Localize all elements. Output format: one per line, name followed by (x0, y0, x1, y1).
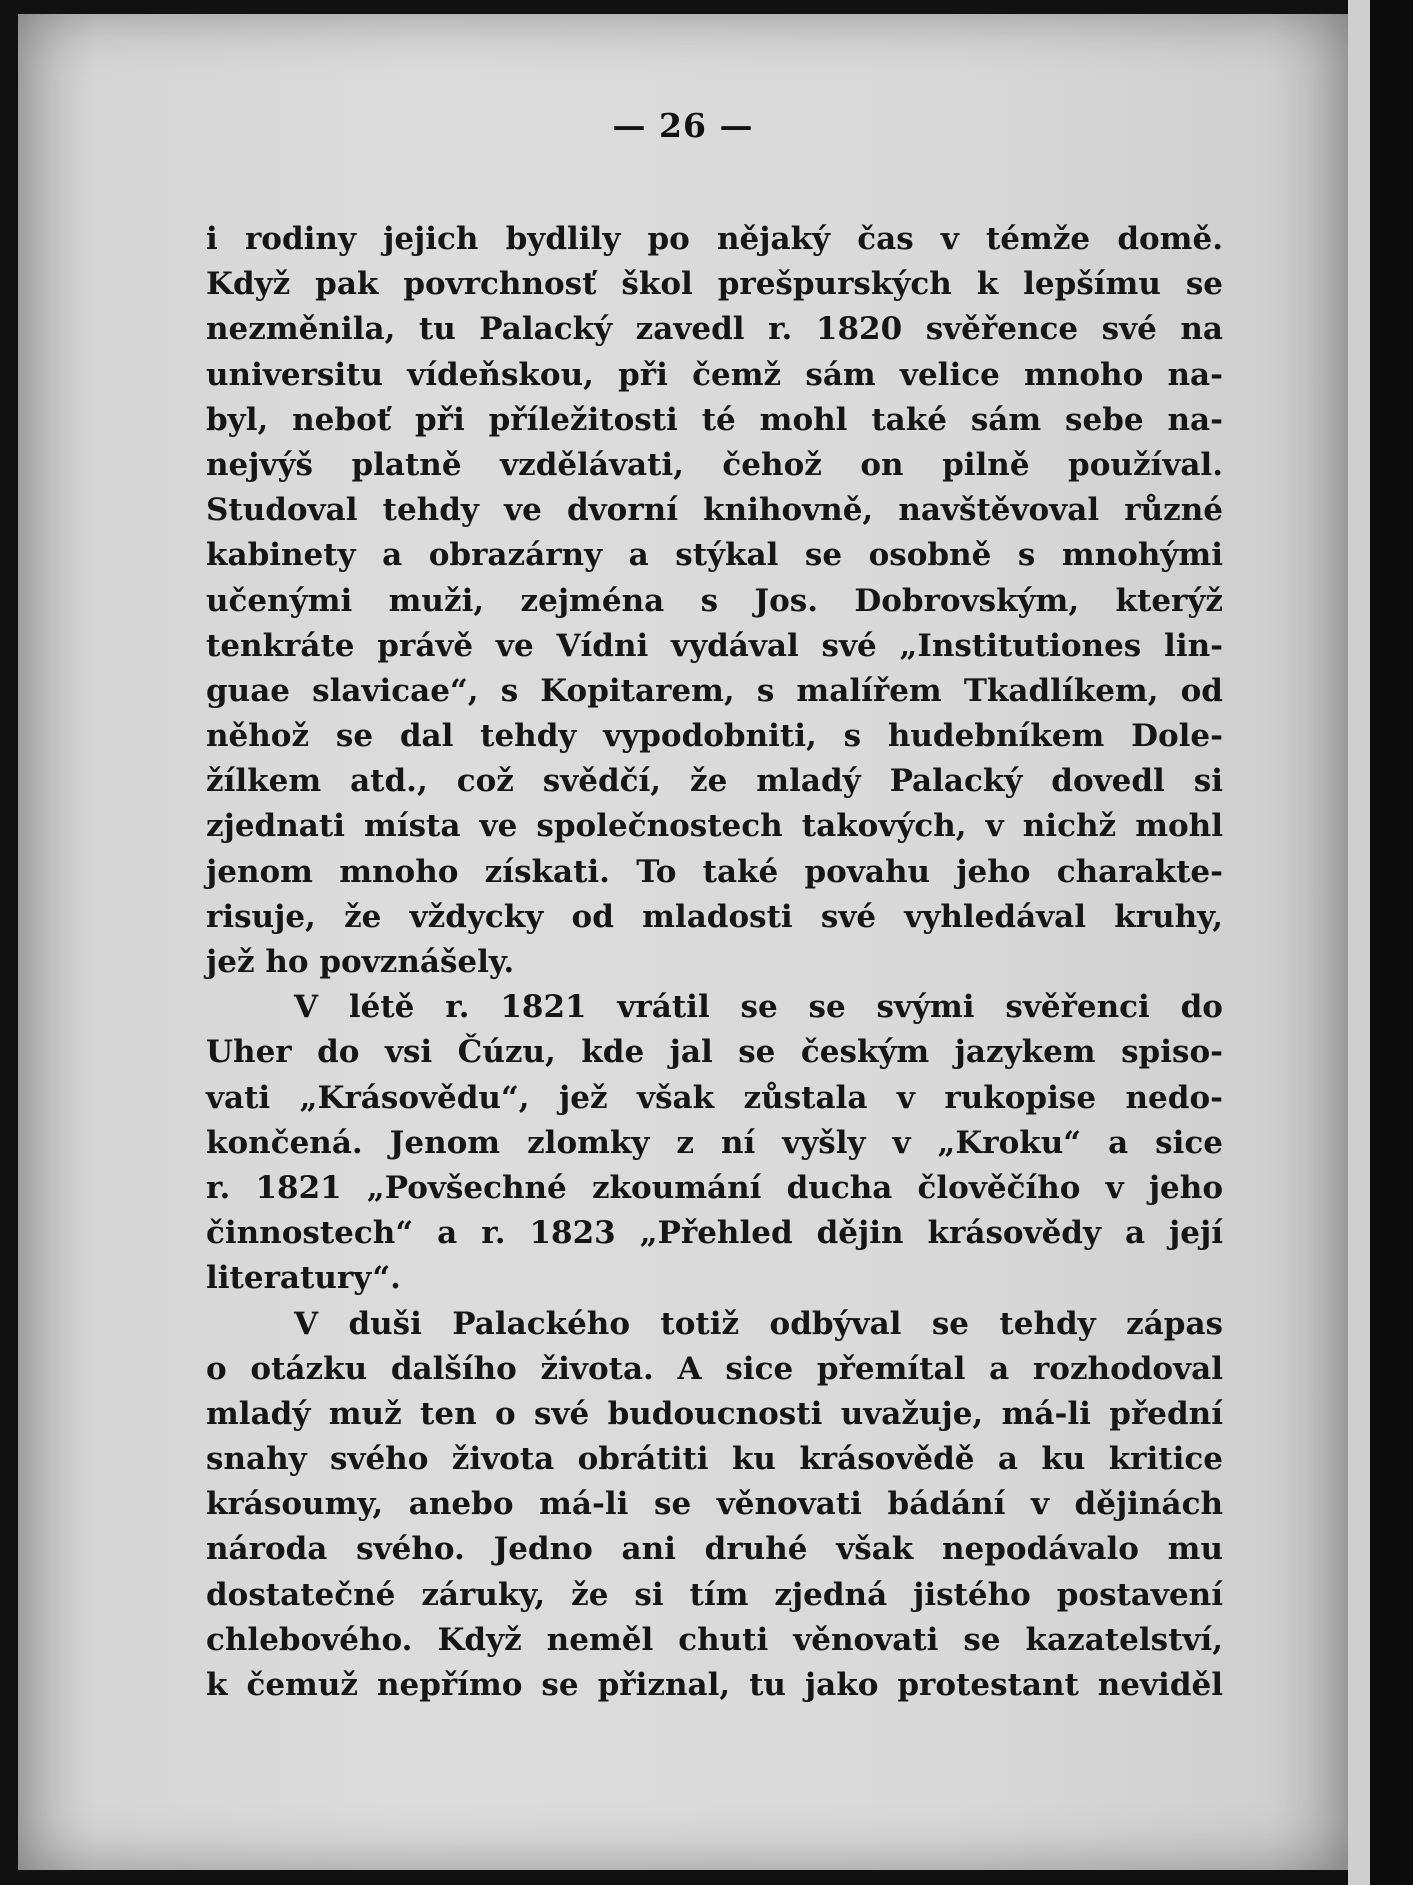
text-line: o otázku dalšího života. A sice přemítal a rozhodoval (206, 1350, 1223, 1387)
text-line: tenkráte právě ve Vídni vydával své „Institutiones lin- (206, 627, 1223, 664)
text-line: dostatečné záruky, že si tím zjedná jistého postavení (206, 1576, 1223, 1613)
text-line: kabinety a obrazárny a stýkal se osobně s mnohými (206, 537, 1223, 574)
text-line: V duši Palackého totiž odbýval se tehdy zápas (294, 1305, 1223, 1342)
text-line: risuje, že vždycky od mladosti své vyhledával kruhy, (206, 898, 1223, 935)
text-line: Když pak povrchnosť škol prešpurských k lepšímu se (206, 266, 1223, 303)
text-line: jež ho povznášely. (206, 944, 515, 980)
text-line: chlebového. Když neměl chuti věnovati se kazatelství, (206, 1621, 1223, 1658)
scan-border (1370, 0, 1413, 1885)
body-text (206, 217, 1223, 1708)
text-line: Studoval tehdy ve dvorní knihovně, navštěvoval různé (206, 492, 1223, 529)
text-line: jenom mnoho získati. To také povahu jeho charakte- (206, 853, 1223, 890)
page-edge-strip (1348, 0, 1370, 1885)
text-line: guae slavicae“, s Kopitarem, s malířem Tkadlíkem, od (206, 672, 1223, 709)
text-line: V létě r. 1821 vrátil se se svými svěřenci do (294, 989, 1223, 1026)
text-line: činnostech“ a r. 1823 „Přehled dějin krásovědy a její (206, 1215, 1223, 1252)
text-line: i rodiny jejich bydlily po nějaký čas v témže domě. (206, 221, 1223, 257)
text-line: nezměnila, tu Palacký zavedl r. 1820 svěřence své na (206, 311, 1223, 348)
text-line: Uher do vsi Čúzu, kde jal se českým jazykem spiso- (206, 1034, 1223, 1071)
text-line: k čemuž nepřímo se přiznal, tu jako protestant neviděl (206, 1667, 1223, 1703)
page-number: — 26 — (612, 106, 754, 145)
text-line: žílkem atd., což svědčí, že mladý Palacký dovedl si (206, 763, 1223, 800)
text-line: byl, neboť při příležitosti té mohl také sám sebe na- (206, 401, 1223, 438)
text-line: národa svého. Jedno ani druhé však nepodávalo mu (206, 1531, 1223, 1568)
text-line: krásoumy, anebo má-li se věnovati bádání v dějinách (206, 1486, 1223, 1523)
text-line: snahy svého života obrátiti ku krásovědě a ku kritice (206, 1441, 1223, 1478)
text-line: vati „Krásovědu“, jež však zůstala v rukopise nedo- (206, 1079, 1223, 1116)
text-line: r. 1821 „Povšechné zkoumání ducha člověčího v jeho (206, 1169, 1223, 1206)
text-line: zjednati místa ve společnostech takových, v nichž mohl (206, 808, 1223, 845)
text-line: učenými muži, zejména s Jos. Dobrovským, kterýž (206, 582, 1223, 619)
text-line: universitu vídeňskou, při čemž sám velice mnoho na- (206, 356, 1223, 393)
text-line: literatury“. (206, 1260, 401, 1297)
text-line: mladý muž ten o své budoucnosti uvažuje, má-li přední (206, 1395, 1223, 1432)
text-line: nejvýš platně vzdělávati, čehož on pilně používal. (206, 446, 1223, 483)
text-line: něhož se dal tehdy vypodobniti, s hudebníkem Dole- (206, 718, 1223, 755)
book-page (18, 14, 1348, 1870)
text-line: končená. Jenom zlomky z ní vyšly v „Kroku“ a sice (206, 1124, 1223, 1161)
